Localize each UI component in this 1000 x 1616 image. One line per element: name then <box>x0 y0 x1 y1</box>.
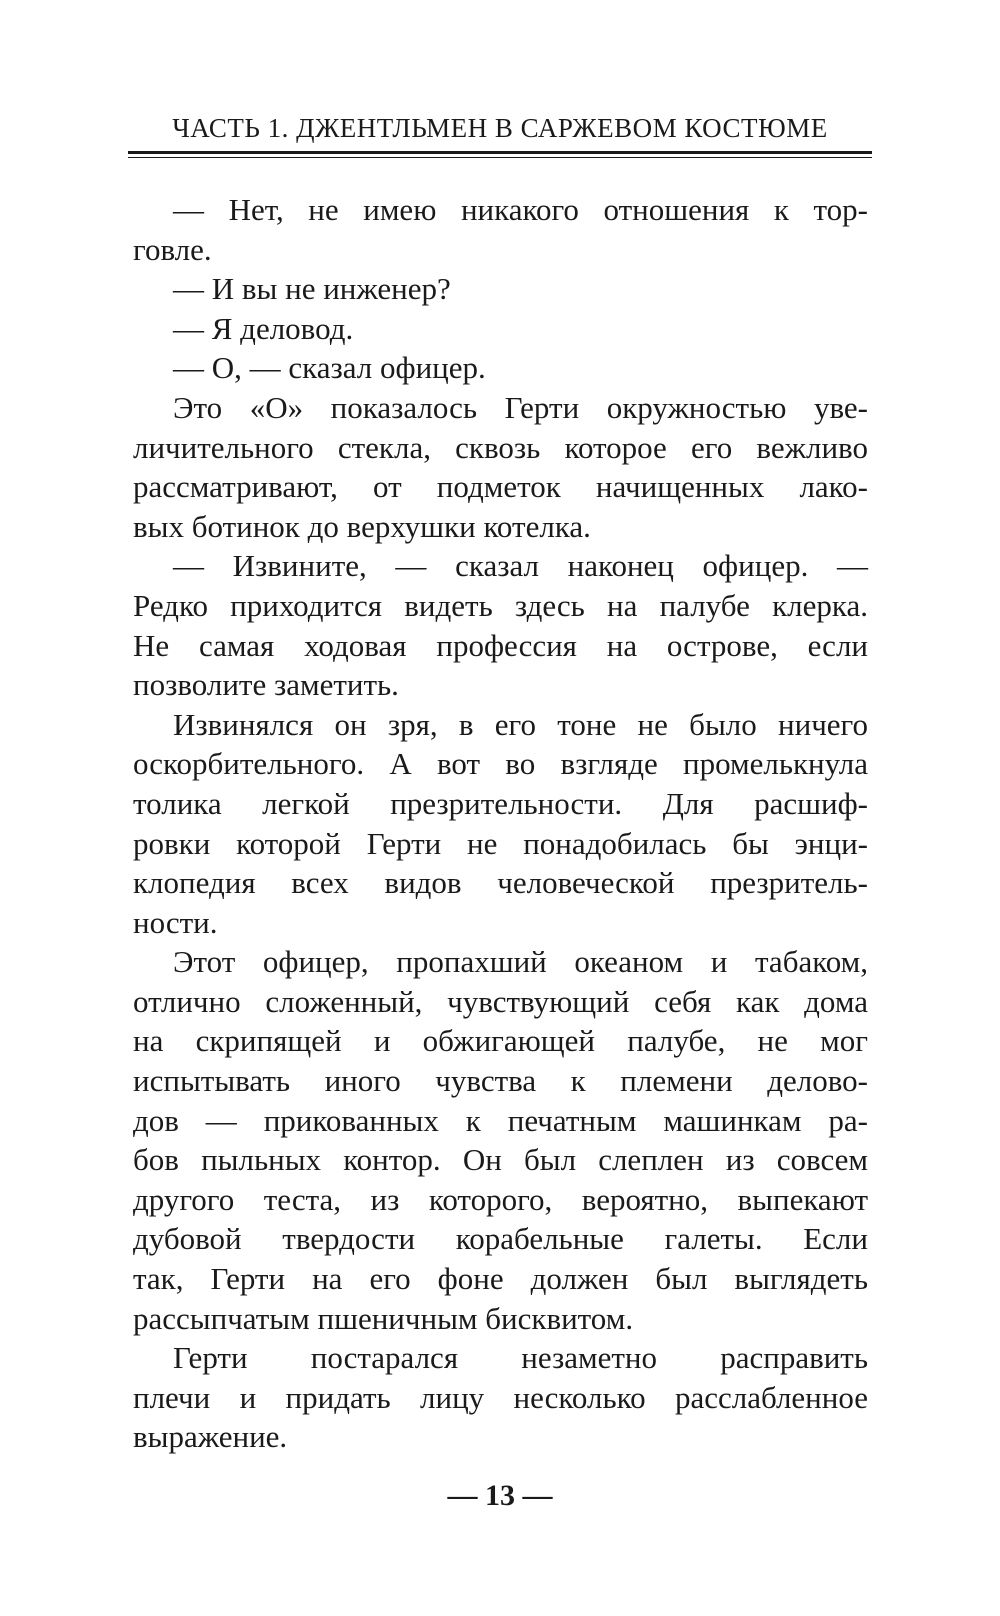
text-line: Этот офицер, пропахший океаном и табаком, <box>173 944 868 980</box>
text-line: Герти постарался незаметно расправить <box>173 1340 868 1376</box>
text-line: Редко приходится видеть здесь на палубе клерка. <box>133 587 868 623</box>
text-line: испытывать иного чувства к племени делово- <box>133 1063 868 1099</box>
text-line: клопедия всех видов человеческой презритель- <box>133 865 868 901</box>
text-line: выражение. <box>133 1419 288 1455</box>
body-text <box>133 190 868 1457</box>
text-line: толика легкой презрительности. Для расшиф- <box>133 785 868 821</box>
header-rule-thick <box>128 151 872 154</box>
text-line: ности. <box>133 904 218 940</box>
text-line: так, Герти на его фоне должен был выглядеть <box>133 1261 868 1297</box>
text-line: Извинялся он зря, в его тоне не было ничего <box>173 706 868 742</box>
text-line: — И вы не инженер? <box>173 271 451 307</box>
text-line: отлично сложенный, чувствующий себя как дома <box>133 983 868 1019</box>
text-line: личительного стекла, сквозь которое его вежливо <box>133 429 868 465</box>
text-line: плечи и придать лицу несколько расслабленное <box>133 1379 868 1415</box>
text-line: рассыпчатым пшеничным бисквитом. <box>133 1300 634 1336</box>
text-line: Это «О» показалось Герти окружностью уве- <box>173 389 868 425</box>
text-line: позволите заметить. <box>133 667 399 703</box>
text-line: на скрипящей и обжигающей палубе, не мог <box>133 1023 868 1059</box>
text-line: дов — прикованных к печатным машинкам ра- <box>133 1102 868 1138</box>
page-number: — 13 — <box>447 1479 553 1512</box>
text-line: рассматривают, от подметок начищенных лако- <box>133 469 868 505</box>
text-line: бов пыльных контор. Он был слеплен из совсем <box>133 1142 868 1178</box>
text-line: — Я деловод. <box>173 310 354 346</box>
text-line: другого теста, из которого, вероятно, выпекают <box>133 1181 868 1217</box>
text-line: — Нет, не имею никакого отношения к тор- <box>173 192 868 227</box>
text-line: дубовой твердости корабельные галеты. Если <box>133 1221 868 1257</box>
text-line: ровки которой Герти не понадобилась бы энци- <box>133 825 868 861</box>
header-rule-thin <box>128 157 872 158</box>
running-head-title: ЧАСТЬ 1. ДЖЕНТЛЬМЕН В САРЖЕВОМ КОСТЮМЕ <box>172 113 828 143</box>
text-line: Не самая ходовая профессия на острове, если <box>133 627 868 663</box>
text-line: — О, — сказал офицер. <box>173 350 486 386</box>
text-line: вых ботинок до верхушки котелка. <box>133 508 591 544</box>
text-line: говле. <box>133 231 212 267</box>
text-line: оскорбительного. А вот во взгляде промелькнула <box>133 746 868 782</box>
text-line: — Извините, — сказал наконец офицер. — <box>173 548 868 584</box>
